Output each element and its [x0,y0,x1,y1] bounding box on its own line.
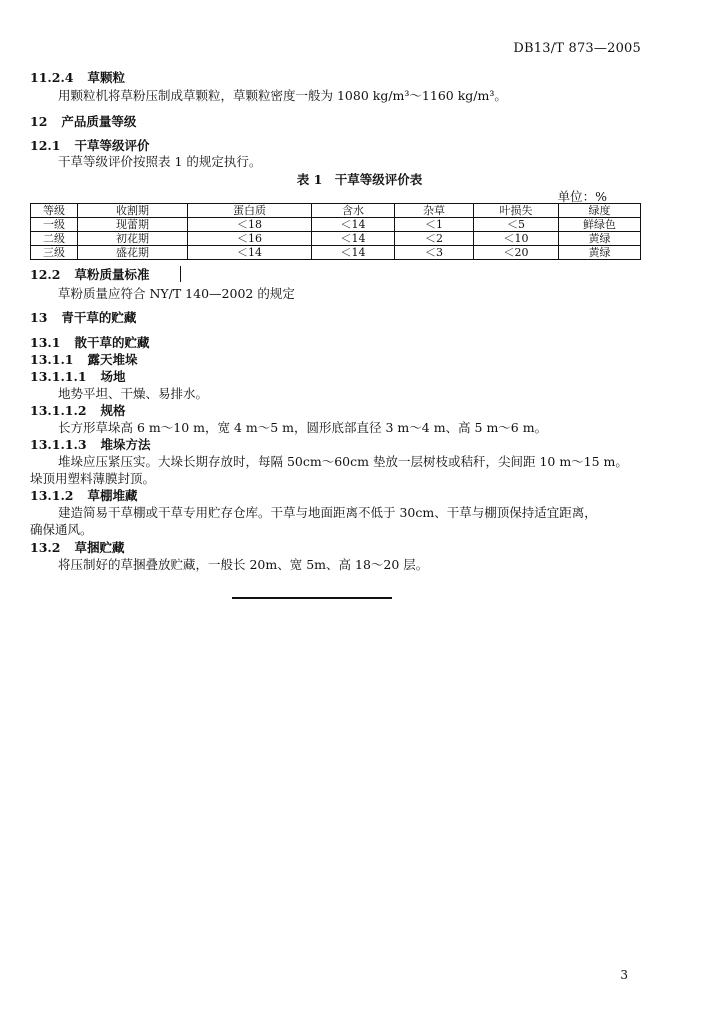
table-cell: ＜10 [474,232,559,246]
section-11-2-4-heading [30,70,125,86]
table-header-cell: 等级 [31,204,78,218]
section-number: 13.1.1.1 [30,369,87,384]
section-number: 13.2 [30,540,61,555]
table-header-cell: 蛋白质 [188,204,312,218]
section-title: 场地 [100,369,126,384]
section-title: 草颗粒 [87,70,126,85]
section-number: 12.1 [30,138,61,153]
section-13-1-1-3-heading [30,437,151,453]
section-13-1-2-heading [30,488,138,504]
table-cell: 鲜绿色 [559,218,641,232]
section-12-1-heading [30,138,149,154]
section-number: 13.1.1.2 [30,403,87,418]
table-header-row [31,204,641,218]
section-13-1-2-text-line2: 确保通风。 [30,522,93,537]
table-cell: 三级 [31,246,78,260]
section-number: 13.1.1 [30,352,74,367]
table-row [31,246,641,260]
table-cell: ＜20 [474,246,559,260]
section-title: 产品质量等级 [61,114,137,129]
section-number: 12 [30,114,48,129]
section-13-1-1-2-heading [30,403,126,419]
section-12-1-text: 干草等级评价按照表 1 的规定执行。 [58,154,262,169]
hay-grade-table [30,203,641,260]
table-header-cell: 收割期 [78,204,188,218]
table-header-cell: 绿度 [559,204,641,218]
table-cell: ＜18 [188,218,312,232]
table-cell: 初花期 [78,232,188,246]
table-row [31,232,641,246]
table-caption: 表 1 干草等级评价表 [296,172,423,187]
table-cell: ＜3 [395,246,474,260]
table-cell: 二级 [31,232,78,246]
section-13-2-heading [30,540,124,556]
section-number: 12.2 [30,267,61,282]
table-header-cell: 叶损失 [474,204,559,218]
table-cell: ＜14 [188,246,312,260]
section-13-heading [30,310,136,326]
table-cell: ＜2 [395,232,474,246]
table-unit: 单位：% [557,189,607,204]
table-cell: 现蕾期 [78,218,188,232]
section-title: 草粉质量标准 [74,267,150,282]
table-row [31,218,641,232]
section-12-2-heading [30,267,149,283]
vertical-divider [180,266,181,282]
section-number: 13.1 [30,335,61,350]
section-13-1-1-2-text: 长方形草垛高 6 m～10 m，宽 4 m～5 m，圆形底部直径 3 m～4 m、高 5 m～6 m。 [58,420,548,435]
table-cell: ＜14 [312,246,395,260]
section-number: 13 [30,310,48,325]
section-title: 青干草的贮藏 [61,310,137,325]
table-cell: ＜5 [474,218,559,232]
section-12-2-text: 草粉质量应符合 NY/T 140—2002 的规定 [58,286,295,301]
section-number: 13.1.2 [30,488,74,503]
section-13-1-1-3-text-line2: 垛顶用塑料薄膜封顶。 [30,471,156,486]
document-code: DB13/T 873—2005 [513,41,641,56]
end-rule [232,597,392,599]
section-title: 散干草的贮藏 [74,335,150,350]
section-title: 规格 [100,403,126,418]
section-13-1-2-text-line1: 建造简易干草棚或干草专用贮存仓库。干草与地面距离不低于 30cm、干草与棚顶保持适宜距离， [58,505,597,520]
table-cell: ＜16 [188,232,312,246]
table-cell: 盛花期 [78,246,188,260]
table-cell: 黄绿 [559,232,641,246]
table-cell: ＜14 [312,218,395,232]
section-title: 露天堆垛 [87,352,138,367]
section-13-2-text: 将压制好的草捆叠放贮藏，一般长 20m、宽 5m、高 18～20 层。 [58,557,429,572]
section-12-heading [30,114,136,130]
table-cell: ＜14 [312,232,395,246]
section-title: 草捆贮藏 [74,540,125,555]
section-title: 草棚堆藏 [87,488,138,503]
section-13-1-1-1-heading [30,369,126,385]
section-13-1-1-heading [30,352,138,368]
section-title: 干草等级评价 [74,138,150,153]
page-number: 3 [620,968,628,982]
section-13-1-1-3-text-line1: 堆垛应压紧压实。大垛长期存放时，每隔 50cm～60cm 垫放一层树枝或秸秆，尖间距 10 m～15 m。 [58,454,628,469]
table-cell: ＜1 [395,218,474,232]
section-number: 11.2.4 [30,70,74,85]
section-11-2-4-text: 用颗粒机将草粉压制成草颗粒，草颗粒密度一般为 1080 kg/m³～1160 kg/m³。 [58,88,507,103]
section-13-1-heading [30,335,149,351]
table-header-cell: 含水 [312,204,395,218]
table-cell: 黄绿 [559,246,641,260]
table-header-cell: 杂草 [395,204,474,218]
table-cell: 一级 [31,218,78,232]
section-title: 堆垛方法 [100,437,151,452]
section-number: 13.1.1.3 [30,437,87,452]
section-13-1-1-1-text: 地势平坦、干燥、易排水。 [58,386,209,401]
